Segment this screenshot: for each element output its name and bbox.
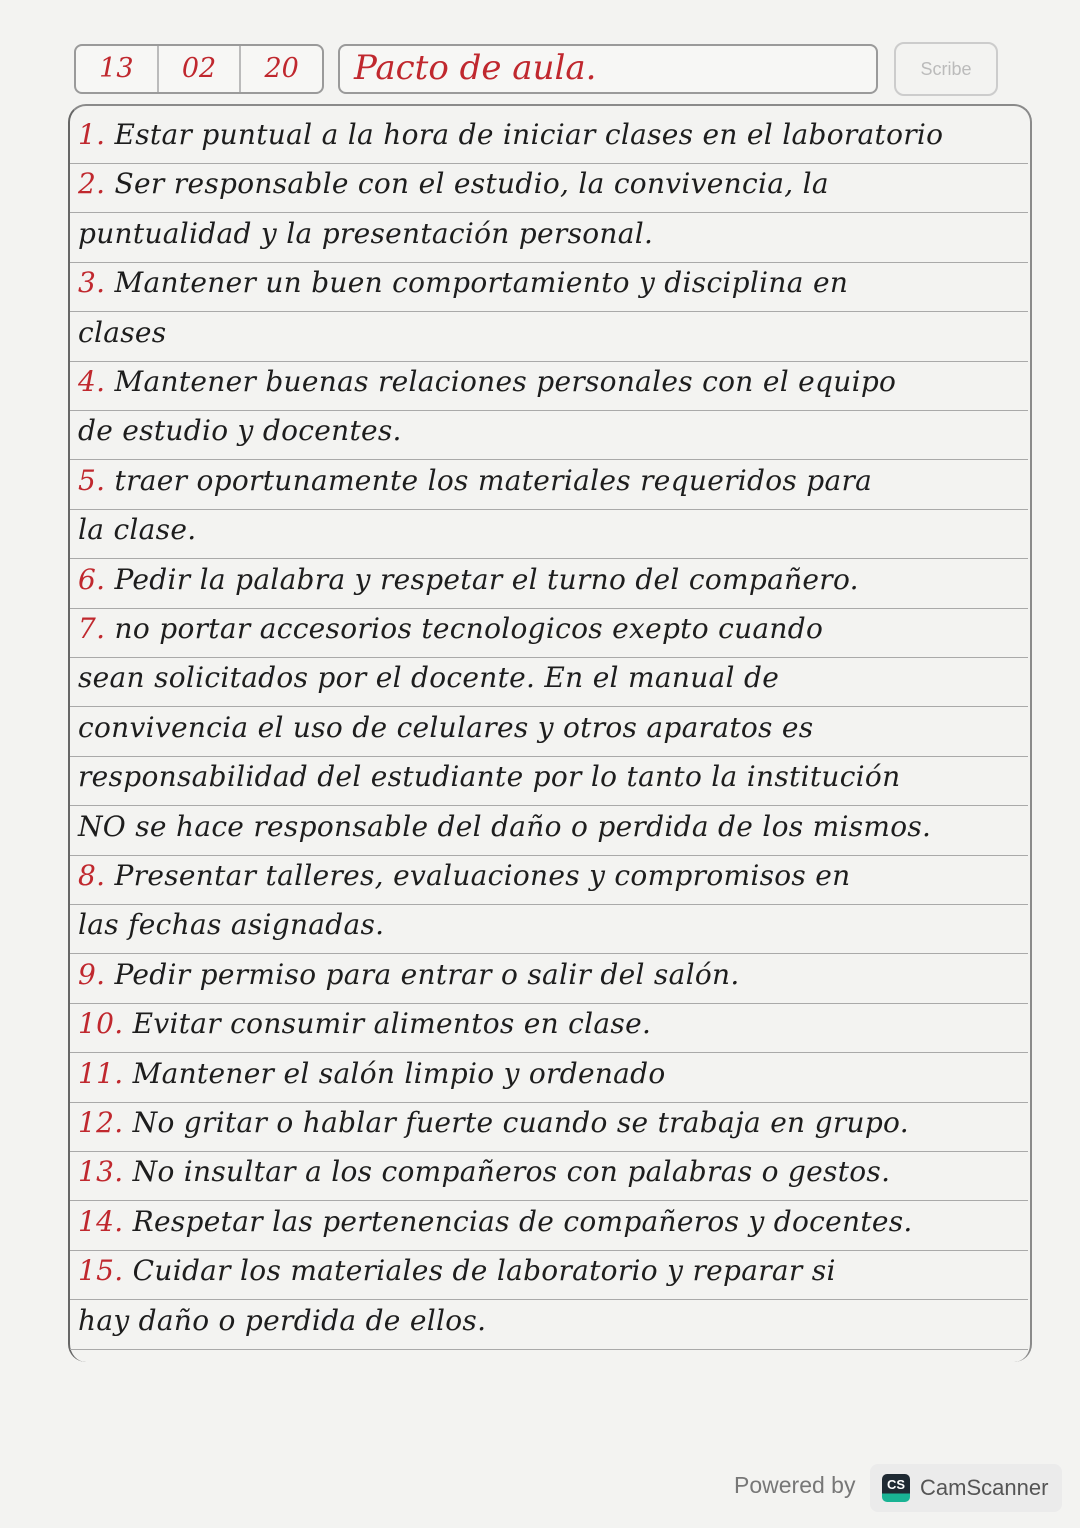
ruled-line — [70, 657, 1028, 658]
ruled-line — [70, 855, 1028, 856]
camscanner-logo-icon: CS — [882, 1474, 910, 1502]
item-text: Cuidar los materiales de laboratorio y reparar si — [123, 1254, 836, 1288]
list-item — [78, 365, 896, 398]
item-text: clases — [78, 315, 167, 349]
ruled-line — [70, 1003, 1028, 1004]
item-number: 4. — [78, 365, 106, 398]
list-item — [78, 1304, 486, 1337]
ruled-line — [70, 509, 1028, 510]
item-number: 7. — [78, 612, 106, 645]
item-number: 10. — [78, 1007, 124, 1041]
page-title: Pacto de aula. — [354, 48, 597, 88]
item-number: 13. — [78, 1155, 124, 1189]
list-item — [78, 1106, 909, 1139]
item-text: sean solicitados por el docente. En el manual de — [78, 661, 780, 695]
list-item — [78, 1254, 836, 1287]
ruled-line — [70, 163, 1028, 164]
list-item — [78, 316, 166, 349]
ruled-line — [70, 212, 1028, 213]
item-text: NO se hace responsable del daño o perdida de los mismos. — [78, 809, 932, 843]
camscanner-name: CamScanner — [920, 1475, 1049, 1500]
powered-by-label: Powered by — [734, 1472, 856, 1498]
item-text: Ser responsable con el estudio, la convivencia, la — [105, 167, 829, 201]
list-item — [78, 612, 823, 645]
item-number: 9. — [78, 957, 106, 991]
item-text: Evitar consumir alimentos en clase. — [123, 1007, 652, 1041]
item-number: 11. — [78, 1056, 124, 1090]
ruled-line — [70, 1250, 1028, 1251]
item-number: 1. — [78, 118, 106, 151]
list-item — [78, 266, 848, 299]
ruled-line — [70, 311, 1028, 312]
ruled-line — [70, 805, 1028, 806]
date-box — [74, 44, 324, 94]
ruled-line — [70, 706, 1028, 707]
date-month: 02 — [159, 46, 242, 92]
ruled-line — [70, 1151, 1028, 1152]
item-text: Mantener un buen comportamiento y disciplina en — [105, 266, 849, 300]
item-text: Mantener el salón limpio y ordenado — [123, 1056, 666, 1090]
list-item — [78, 1057, 666, 1090]
item-number: 2. — [78, 167, 106, 201]
ruled-line — [70, 608, 1028, 609]
item-text: Presentar talleres, evaluaciones y compromisos en — [105, 859, 851, 892]
ruled-line — [70, 1299, 1028, 1300]
list-item — [78, 810, 931, 843]
ruled-line — [70, 558, 1028, 559]
brand-logo: Scribe — [894, 42, 998, 96]
list-item — [78, 167, 829, 200]
ruled-line — [70, 361, 1028, 362]
item-text: convivencia el uso de celulares y otros aparatos es — [78, 710, 814, 744]
item-number: 6. — [78, 562, 106, 596]
list-item — [78, 217, 653, 250]
item-text: Respetar las pertenencias de compañeros y docentes. — [123, 1204, 913, 1238]
list-item — [78, 908, 384, 941]
date-day: 13 — [76, 46, 159, 92]
list-item — [78, 760, 900, 793]
item-text: Estar puntual a la hora de iniciar clases en el laboratorio — [105, 118, 944, 151]
list-item — [78, 513, 196, 546]
ruled-line — [70, 953, 1028, 954]
item-text: las fechas asignadas. — [78, 908, 385, 942]
item-text: puntualidad y la presentación personal. — [78, 216, 654, 250]
ruled-line — [70, 262, 1028, 263]
title-box — [338, 44, 878, 94]
camscanner-badge — [870, 1464, 1062, 1512]
date-year: 20 — [264, 53, 299, 84]
list-item — [78, 711, 813, 744]
item-text: la clase. — [78, 513, 197, 547]
item-text: Mantener buenas relaciones personales con el equipo — [105, 365, 897, 398]
ruled-line — [70, 1349, 1028, 1350]
ruled-line — [70, 410, 1028, 411]
ruled-line — [70, 904, 1028, 905]
item-text: traer oportunamente los materiales requeridos para — [105, 463, 873, 497]
item-text: no portar accesorios tecnologicos exepto cuando — [105, 612, 824, 645]
item-text: Pedir la palabra y respetar el turno del compañero. — [105, 562, 859, 596]
item-text: responsabilidad del estudiante por lo tanto la institución — [78, 760, 901, 794]
list-item — [78, 464, 872, 497]
list-item — [78, 661, 779, 694]
item-number: 12. — [78, 1106, 124, 1139]
item-text: Pedir permiso para entrar o salir del salón. — [105, 957, 740, 991]
item-number: 3. — [78, 266, 106, 300]
item-text: No gritar o hablar fuerte cuando se trabaja en grupo. — [123, 1106, 909, 1139]
list-item — [78, 859, 851, 892]
ruled-line — [70, 1200, 1028, 1201]
list-item — [78, 414, 402, 447]
ruled-line — [70, 1052, 1028, 1053]
list-item — [78, 1155, 890, 1188]
ruled-line — [70, 459, 1028, 460]
ruled-line — [70, 1102, 1028, 1103]
list-item — [78, 563, 859, 596]
list-item — [78, 1205, 913, 1238]
item-text: de estudio y docentes. — [78, 414, 402, 448]
item-number: 8. — [78, 859, 106, 892]
list-item — [78, 958, 740, 991]
list-item — [78, 118, 943, 151]
item-number: 5. — [78, 463, 106, 497]
item-text: hay daño o perdida de ellos. — [78, 1303, 487, 1337]
item-number: 15. — [78, 1254, 124, 1288]
ruled-line — [70, 756, 1028, 757]
item-number: 14. — [78, 1204, 124, 1238]
item-text: No insultar a los compañeros con palabras o gestos. — [123, 1155, 891, 1189]
list-item — [78, 1007, 651, 1040]
